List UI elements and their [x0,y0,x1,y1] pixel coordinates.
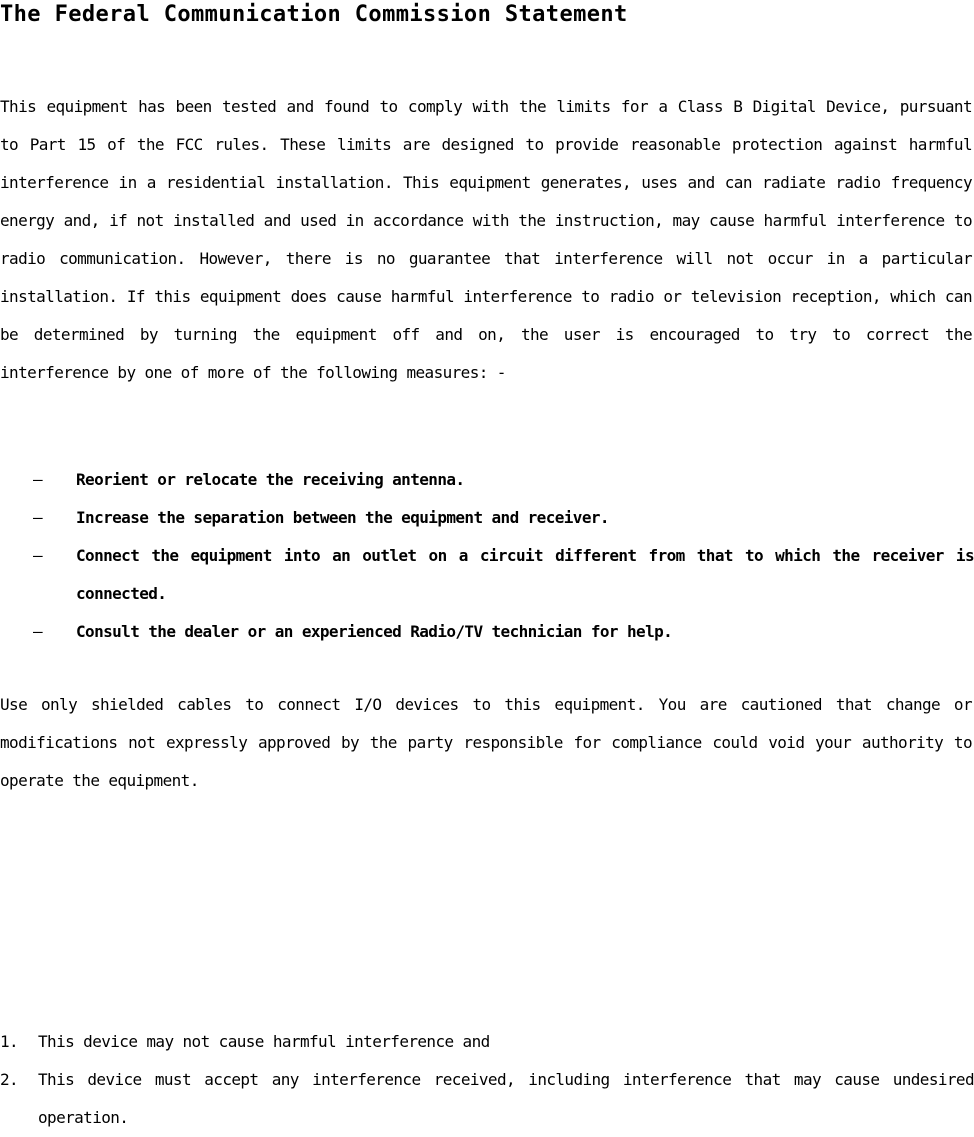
cables-paragraph: Use only shielded cables to connect I/O devices to this equipment. You are cautioned that change or modifications not expressly approved by the party responsible for compliance could void your authority to operate the equipment. [0,695,972,790]
measures-list [0,461,974,651]
measure-item [0,613,974,651]
dash-bullet: – [33,546,43,565]
intro-paragraph: This equipment has been tested and found to comply with the limits for a Class B Digital Device, pursuant to Part 15 of the FCC rules. These limits are designed to provide reasonable protection against harmful interference in a residential installation. This equipment generates, uses and can radiate radio frequency energy and, if not installed and used in accordance with the instruction, may cause harmful interference to radio communication. However, there is no guarantee that interference will not occur in a particular installation. If this equipment does cause harmful interference to radio or television reception, which can be determined by turning the equipment off and on, the user is encouraged to try to correct the interference by one of more of the following measures: - [0,97,972,382]
measure-text: Connect the equipment into an outlet on a circuit different from that to which the receiver is connected. [76,546,974,603]
conditions-list [0,1023,974,1137]
dash-bullet: – [33,470,43,489]
measure-text: Consult the dealer or an experienced Radio/TV technician for help. [76,622,673,641]
condition-item [0,1061,974,1137]
dash-bullet: – [33,508,43,527]
measure-item [0,537,974,613]
measure-item [0,499,974,537]
condition-number: 2. [0,1070,19,1089]
condition-text: This device must accept any interference received, including interference that may cause undesired operation. [38,1070,974,1127]
measure-text: Increase the separation between the equipment and receiver. [76,508,609,527]
document-title: The Federal Communication Commission Statement [0,2,628,27]
condition-number: 1. [0,1032,19,1051]
measure-item [0,461,974,499]
condition-item [0,1023,974,1061]
measure-text: Reorient or relocate the receiving antenna. [76,470,465,489]
condition-text: This device may not cause harmful interference and [38,1032,490,1051]
dash-bullet: – [33,622,43,641]
